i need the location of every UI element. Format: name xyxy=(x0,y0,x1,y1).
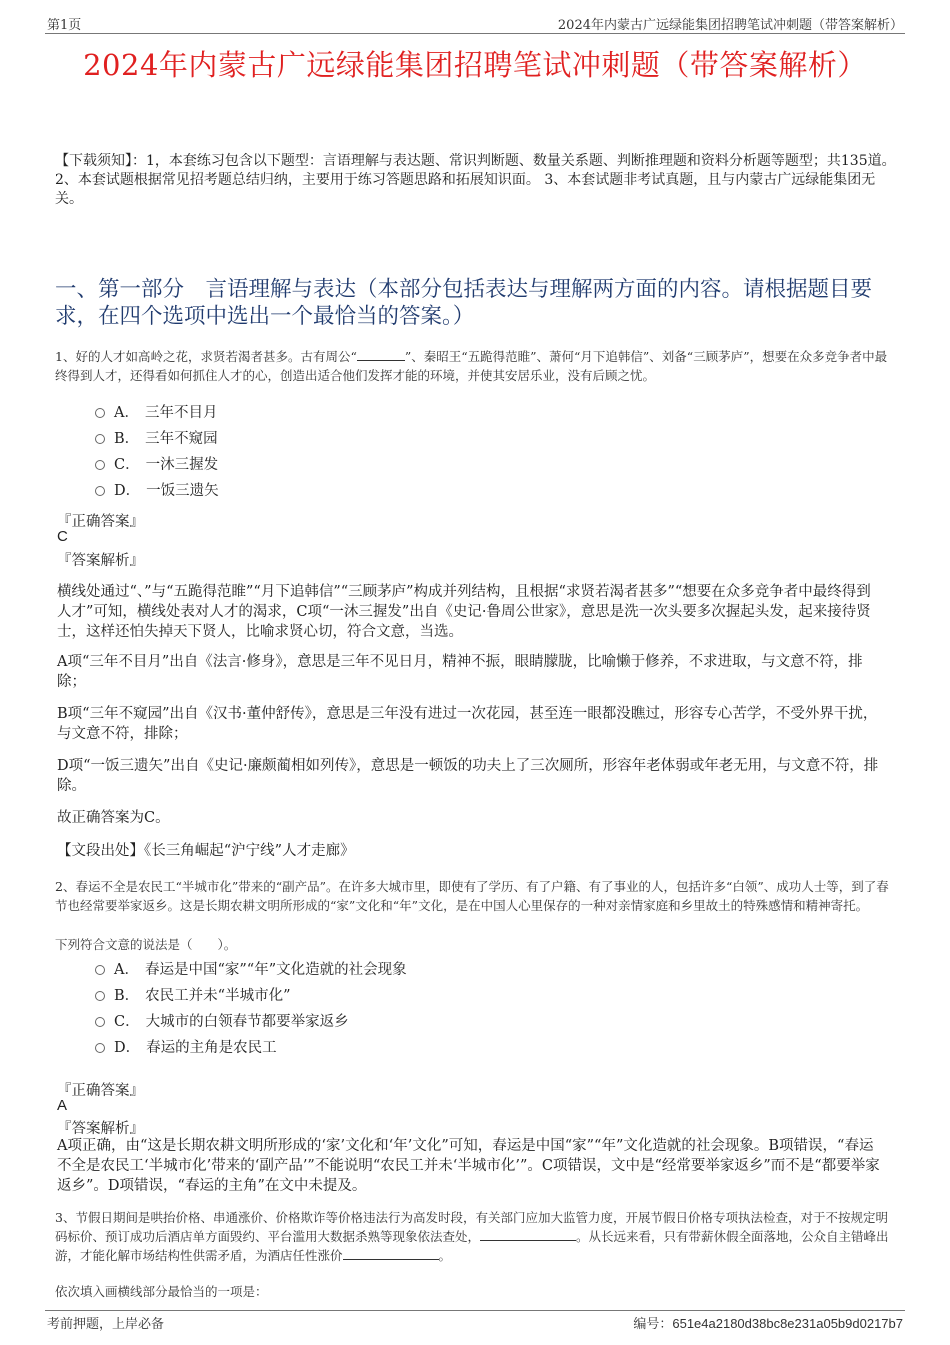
q1-blank xyxy=(357,348,405,361)
q2-option-a[interactable] xyxy=(95,955,407,981)
q2-analysis-paragraph: A项正确，由“这是长期农耕文明所形成的‘家’文化和‘年’文化”可知，春运是中国“家”“年”文化造就的社会现象。B项错误，“春运不全是农民工‘半城市化’带来的‘副产品’”不能说明“农民工并未‘半城市化’”。C项错误，文中是“经常要举家返乡”而不是“都要举家返乡”。D项错误，“春运的主角”在文中未提及。 xyxy=(57,1138,880,1194)
footer-code-label: 编号： xyxy=(633,1317,673,1332)
q2-option-c[interactable] xyxy=(95,1007,407,1033)
radio-icon[interactable] xyxy=(95,1017,105,1027)
q1-analysis-paragraph: B项“三年不窥园”出自《汉书·董仲舒传》，意思是三年没有进过一次花园，甚至连一眼都没瞧过，形容专心苦学，不受外界干扰，与文意不符，排除； xyxy=(57,706,878,742)
option-letter: D． xyxy=(114,482,141,499)
q1-analysis-paragraph: D项“一饭三遗矢”出自《史记·廉颇蔺相如列传》，意思是一顿饭的功夫上了三次厕所，形容年老体弱或年老无用，与文意不符，排除。 xyxy=(57,758,879,794)
q2-analysis-label: 『答案解析』 xyxy=(57,1121,144,1137)
q2-answer: A xyxy=(57,1097,68,1114)
footer-code xyxy=(633,1313,903,1332)
q3-stem-part-b: 。从长远来看，只有带薪休假全面落地，公众自主错峰出游，才能化解市场结构性供需矛盾，为酒店任性涨价 xyxy=(55,1229,889,1263)
q1-option-d[interactable] xyxy=(95,476,219,502)
footer-code-value: 651e4a2180d38bc8e231a05b9d0217b7 xyxy=(672,1316,903,1331)
option-text: 大城市的白领春节都要举家返乡 xyxy=(145,1013,349,1030)
footer-slogan: 考前押题，上岸必备 xyxy=(47,1317,165,1332)
option-text: 农民工并未“半城市化” xyxy=(145,987,291,1004)
radio-icon[interactable] xyxy=(95,991,105,1001)
q1-answer-label: 『正确答案』 xyxy=(57,514,144,530)
q2-option-d[interactable] xyxy=(95,1033,407,1059)
radio-icon[interactable] xyxy=(95,460,105,470)
question-2-prompt: 下列符合文意的说法是（ ）。 xyxy=(55,937,237,952)
q1-analysis-paragraph: A项“三年不目月”出自《法言·修身》，意思是三年不见日月，精神不振，眼睛朦胧，比喻懒于修养，不求进取，与文意不符，排除； xyxy=(57,654,863,690)
download-notice: 【下载须知】：1，本套练习包含以下题型：言语理解与表达题、常识判断题、数量关系题、判断推理题和资料分析题等题型；共135道。 2、本套试题根据常见招考题总结归纳，主要用于练习答题思路和拓展知识面。 3、本套试题非考试真题，且与内蒙古广远绿能集团无关。 xyxy=(55,153,896,207)
question-1-options xyxy=(95,398,219,502)
option-letter: B． xyxy=(114,430,140,447)
q2-option-b[interactable] xyxy=(95,981,407,1007)
header-doc-title: 2024年内蒙古广远绿能集团招聘笔试冲刺题（带答案解析） xyxy=(557,18,903,33)
page-number: 第1页 xyxy=(47,18,82,33)
option-text: 一沐三握发 xyxy=(145,456,219,473)
q2-answer-label: 『正确答案』 xyxy=(57,1083,144,1099)
q3-blank-1 xyxy=(480,1228,576,1241)
radio-icon[interactable] xyxy=(95,1043,105,1053)
option-text: 三年不窥园 xyxy=(145,430,218,447)
option-letter: A． xyxy=(114,404,139,421)
q1-analysis-paragraph: 横线处通过“、”与“五跪得范睢”“月下追韩信”“三顾茅庐”构成并列结构，且根据“求贤若渴者甚多”“想要在众多竞争者中最终得到人才”可知，横线处表对人才的渴求，C项“一沐三握发”出自《史记·鲁周公世家》，意思是洗一次头要多次握起头发，起来接待贤士，这样还怕失掉天下贤人，比喻求贤心切，符合文意，当选。 xyxy=(57,584,871,640)
q1-conclusion: 故正确答案为C。 xyxy=(57,810,170,826)
radio-icon[interactable] xyxy=(95,965,105,975)
option-text: 三年不目月 xyxy=(144,404,218,421)
option-letter: D． xyxy=(114,1039,141,1056)
question-3-prompt: 依次填入画横线部分最恰当的一项是： xyxy=(55,1284,268,1299)
q1-analysis-label: 『答案解析』 xyxy=(57,553,144,569)
question-2-options xyxy=(95,955,407,1059)
option-letter: B． xyxy=(114,987,140,1004)
option-letter: C． xyxy=(114,1013,140,1030)
radio-icon[interactable] xyxy=(95,434,105,444)
option-text: 一饭三遗矢 xyxy=(146,482,219,499)
q3-stem-part-c: 。 xyxy=(438,1248,452,1263)
q1-source: 【文段出处】《长三角崛起“沪宁线”人才走廊》 xyxy=(57,843,355,859)
option-letter: A． xyxy=(114,961,139,978)
option-letter: C． xyxy=(114,456,140,473)
question-1-stem xyxy=(55,347,897,385)
section-heading: 一、第一部分 言语理解与表达（本部分包括表达与理解两方面的内容。请根据题目要求，在四个选项中选出一个最恰当的答案。） xyxy=(55,277,873,329)
question-2-stem: 2、春运不全是农民工“半城市化”带来的“副产品”。在许多大城市里，即使有了学历、有了户籍、有了事业的人，包括许多“白领”、成功人士等，到了春节也经常要举家返乡。这是长期农耕文明所形成的“家”文化和“年”文化，是在中国人心里保存的一种对亲情家庭和乡里故土的特殊感情和精神寄托。 xyxy=(55,879,889,913)
header-divider xyxy=(45,33,905,34)
option-text: 春运是中国“家”“年”文化造就的社会现象 xyxy=(144,961,407,978)
question-3-stem xyxy=(55,1208,897,1265)
q1-option-c[interactable] xyxy=(95,450,219,476)
q1-answer: C xyxy=(57,528,68,545)
q3-blank-2 xyxy=(343,1247,439,1260)
q1-option-b[interactable] xyxy=(95,424,219,450)
q1-stem-part-a: 1、好的人才如高岭之花，求贤若渴者甚多。古有周公“ xyxy=(55,349,357,364)
q3-stem-part-a: 3、节假日期间是哄抬价格、串通涨价、价格欺诈等价格违法行为高发时段，有关部门应加大监管力度，开展节假日价格专项执法检查，对于不按规定明码标价、预订成功后酒店单方面毁约、平台滥用大数据杀熟等现象依法查处， xyxy=(55,1210,888,1244)
radio-icon[interactable] xyxy=(95,486,105,496)
q1-option-a[interactable] xyxy=(95,398,219,424)
q1-stem-part-b: ”、秦昭王“五跪得范睢”、萧何“月下追韩信”、刘备“三顾茅庐”，想要在众多竞争者中最终得到人才，还得看如何抓住人才的心，创造出适合他们发挥才能的环境，并使其安居乐业，没有后顾之忧。 xyxy=(55,349,888,383)
option-text: 春运的主角是农民工 xyxy=(146,1039,277,1056)
page-title: 2024年内蒙古广远绿能集团招聘笔试冲刺题（带答案解析） xyxy=(83,48,867,82)
radio-icon[interactable] xyxy=(95,408,105,418)
footer-divider xyxy=(45,1310,905,1311)
